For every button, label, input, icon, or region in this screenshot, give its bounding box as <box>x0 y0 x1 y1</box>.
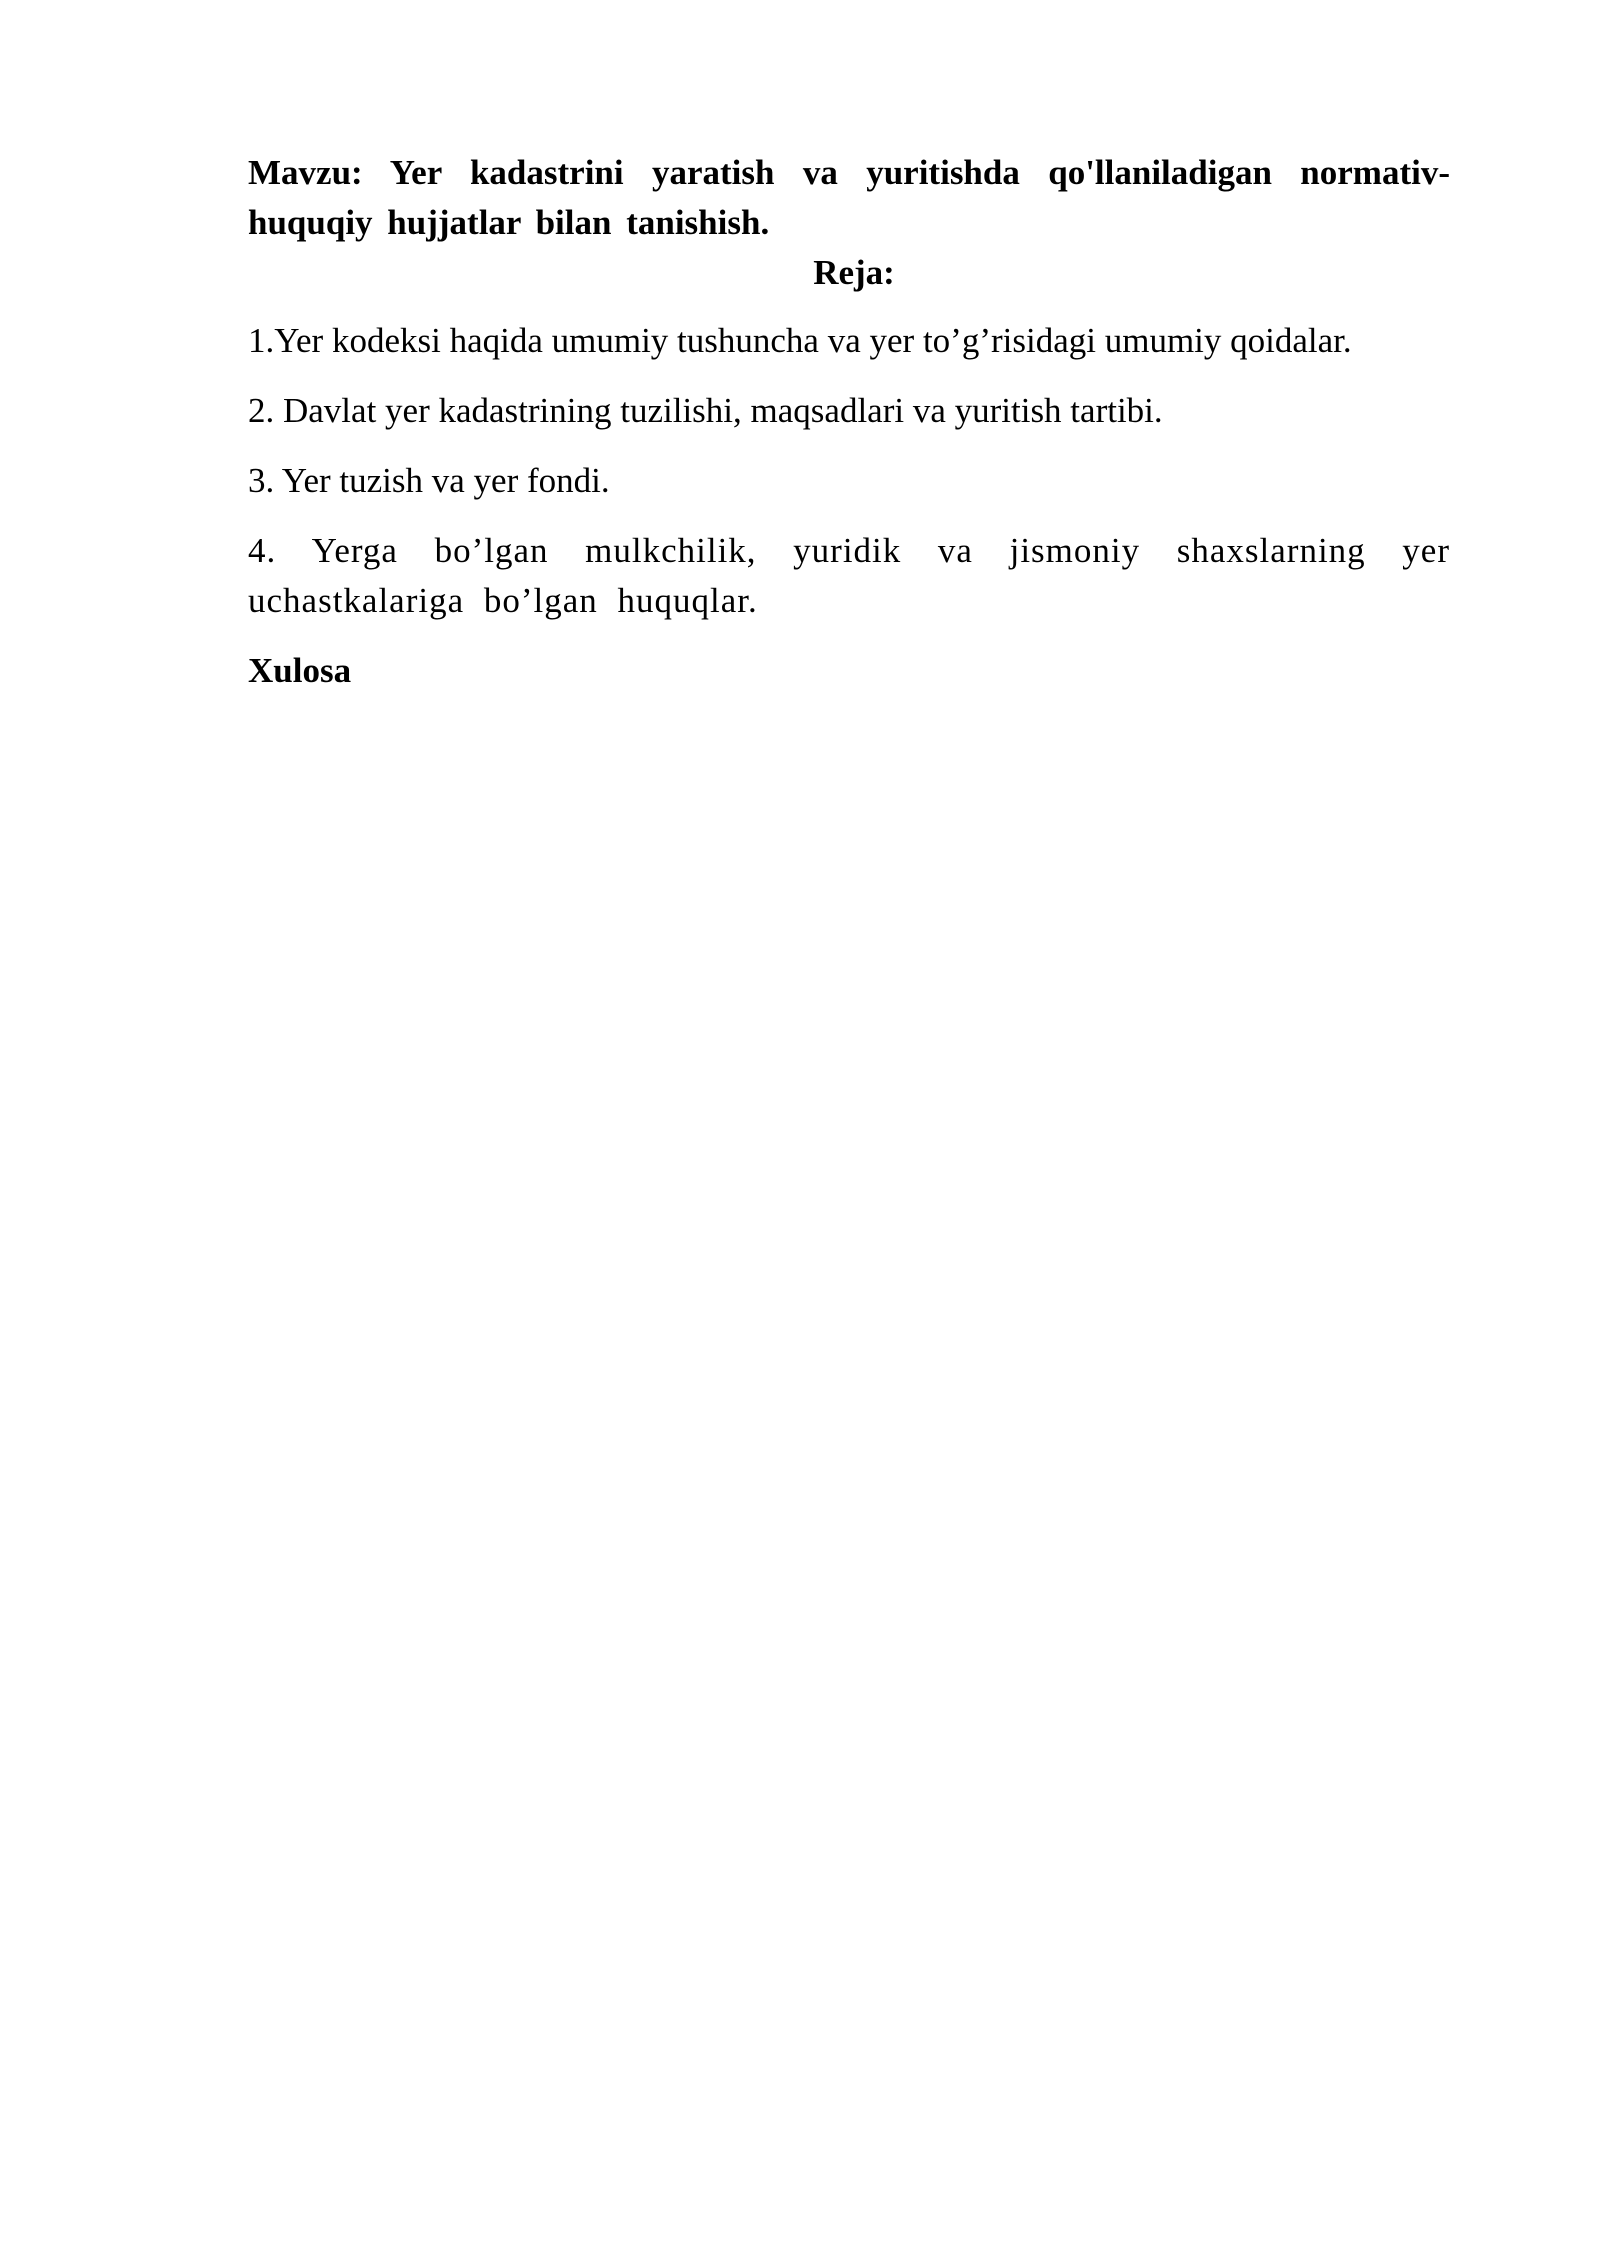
plan-item-2: 2. Davlat yer kadastrining tuzilishi, maqsadlari va yuritish tartibi. <box>248 391 1163 430</box>
plan-item-3: 3. Yer tuzish va yer fondi. <box>248 461 610 500</box>
plan-list <box>248 316 1450 626</box>
document-body <box>248 148 1450 696</box>
plan-item-1: 1.Yer kodeksi haqida umumiy tushuncha va yer to’g’risidagi umumiy qoidalar. <box>248 321 1352 360</box>
plan-heading: Reja: <box>813 253 895 292</box>
document-title: Mavzu: Yer kadastrini yaratish va yuritishda qo'llaniladigan normativ-huquqiy hujjatlar bilan tanishish. <box>248 153 1450 242</box>
plan-item-4: 4. Yerga bo’lgan mulkchilik, yuridik va jismoniy shaxslarning yer uchastkalariga bo’lgan huquqlar. <box>248 531 1450 620</box>
conclusion-heading: Xulosa <box>248 651 352 690</box>
